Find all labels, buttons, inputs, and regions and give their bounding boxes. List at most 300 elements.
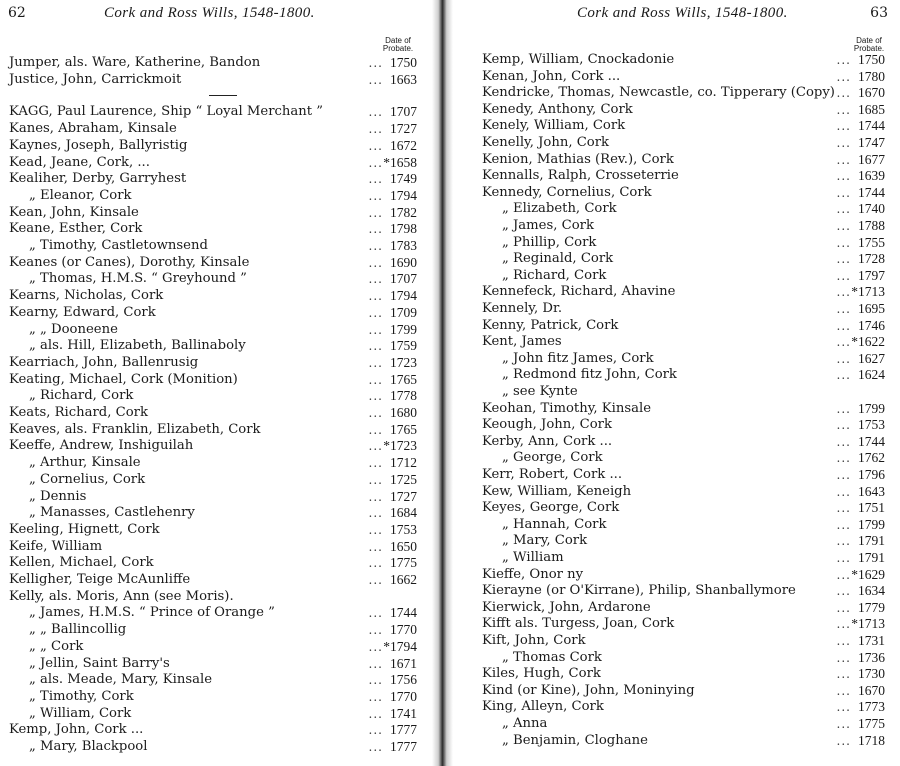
leader-dots: ... [836, 551, 851, 565]
probate-year: 1712 [390, 455, 417, 471]
probate-year: 1778 [390, 388, 417, 404]
entry-name: „ Hannah, Cork [502, 516, 607, 532]
probate-year: 1672 [390, 137, 417, 153]
right-page [453, 0, 900, 766]
entry-name: Kearns, Nicholas, Cork [9, 288, 164, 304]
entry-name: Kearny, Edward, Cork [9, 304, 156, 320]
list-item [482, 616, 885, 632]
list-item [482, 69, 885, 85]
probate-year: 1794 [390, 187, 417, 203]
entry-name: „ James, H.M.S. “ Prince of Orange ” [29, 605, 275, 621]
leader-dots: ... [368, 56, 383, 70]
list-item [482, 567, 885, 583]
leader-dots: ... [368, 489, 383, 504]
list-item [482, 301, 885, 317]
leader-dots: ... [836, 219, 851, 233]
list-item [482, 699, 885, 715]
list-item [9, 722, 417, 738]
entry-name: Kaynes, Joseph, Ballyristig [9, 137, 188, 153]
running-title: Cork and Ross Wills, 1548-1800. [104, 5, 315, 21]
list-item [9, 739, 417, 755]
list-item [482, 135, 885, 151]
list-item [482, 666, 885, 682]
list-item [9, 171, 417, 187]
probate-year: 1770 [390, 622, 417, 638]
column-header-line: Probate. [382, 44, 414, 53]
list-item [482, 484, 885, 500]
entry-name: KAGG, Paul Laurence, Ship “ Loyal Merchant ” [9, 104, 323, 120]
list-item [9, 322, 417, 338]
list-item [9, 455, 417, 471]
leader-dots: ... [368, 623, 383, 638]
leader-dots: ... [836, 667, 851, 682]
leader-dots: ... [368, 689, 383, 704]
list-item [482, 384, 885, 400]
leader-dots: ... [368, 239, 383, 253]
probate-year: 1780 [858, 68, 885, 84]
list-item [482, 583, 885, 599]
entry-name: Kennely, Dr. [482, 301, 563, 316]
entry-name: Keough, John, Cork [482, 417, 612, 433]
entry-name: „ William, Cork [29, 705, 132, 721]
entry-name: Kenedy, Anthony, Cork [482, 101, 633, 117]
list-item [9, 255, 417, 271]
list-item [9, 155, 417, 171]
list-item [9, 188, 417, 204]
probate-year: 1783 [390, 238, 417, 253]
entry-name: Kemp, John, Cork ... [9, 722, 144, 738]
list-item [9, 405, 417, 421]
probate-year: 1759 [390, 338, 417, 354]
probate-year: 1762 [858, 450, 885, 466]
leader-dots: ... [836, 102, 851, 117]
leader-dots: ... [368, 639, 383, 654]
leader-dots: ... [836, 600, 851, 615]
leader-dots: ... [836, 634, 851, 648]
entry-name: Kendricke, Thomas, Newcastle, co. Tipperary (Copy) [482, 85, 835, 101]
probate-year: 1671 [390, 655, 417, 671]
list-item [482, 733, 885, 749]
entry-name: „ William [502, 550, 564, 565]
entry-name: Keats, Richard, Cork [9, 405, 148, 420]
leader-dots: ... [836, 451, 851, 466]
leader-dots: ... [368, 740, 383, 754]
probate-year: 1773 [858, 699, 885, 715]
list-item [9, 672, 417, 688]
leader-dots: ... [368, 339, 383, 354]
list-item [482, 500, 885, 516]
list-item [482, 351, 885, 367]
entry-name: Kelligher, Teige McAunliffe [9, 572, 191, 587]
entry-name: „ Dennis [29, 488, 87, 504]
entry-name: „ Timothy, Castletownsend [29, 238, 208, 253]
list-item [9, 438, 417, 454]
entry-name: Kean, John, Kinsale [9, 204, 139, 220]
entry-name: Kifft als. Turgess, Joan, Cork [482, 616, 675, 632]
probate-year: 1797 [858, 267, 885, 283]
probate-year: 1751 [858, 500, 885, 516]
entry-name: „ Mary, Blackpool [29, 739, 148, 754]
entry-name: Keanes (or Canes), Dorothy, Kinsale [9, 254, 250, 270]
entry-name: „ Richard, Cork [29, 388, 134, 404]
leader-dots: ... [836, 584, 851, 599]
probate-year: 1756 [390, 672, 417, 688]
leader-dots: ... [836, 650, 851, 665]
entry-name: „ Thomas Cork [502, 649, 602, 665]
probate-year: 1695 [858, 301, 885, 316]
list-item [9, 639, 417, 655]
leader-dots: ... [368, 105, 383, 120]
column-header-line: Date of [856, 36, 882, 45]
entry-name: „ Arthur, Kinsale [29, 455, 141, 471]
probate-year: 1791 [858, 550, 885, 565]
probate-year: 1731 [858, 633, 885, 648]
entry-name: „ Manasses, Castlehenry [29, 505, 195, 521]
probate-year: 1736 [858, 649, 885, 665]
probate-year: *1723 [383, 438, 417, 454]
list-item [9, 422, 417, 438]
probate-year: 1765 [390, 421, 417, 437]
list-item [482, 52, 885, 68]
left-page [0, 0, 440, 766]
list-item [482, 235, 885, 251]
leader-dots: ... [368, 355, 383, 370]
list-item [482, 467, 885, 483]
probate-year: 1753 [858, 417, 885, 433]
probate-year: 1753 [390, 521, 417, 537]
probate-year: 1765 [390, 371, 417, 387]
column-header-line: Probate. [853, 44, 885, 53]
list-item [9, 355, 417, 371]
list-item [482, 417, 885, 433]
entry-name: „ „ Dooneene [29, 321, 118, 337]
probate-year: 1728 [858, 251, 885, 267]
date-of-probate-header [378, 37, 418, 53]
probate-year: 1670 [858, 682, 885, 698]
probate-year: 1624 [858, 367, 885, 383]
leader-dots: ... [368, 72, 383, 87]
column-header-line: Date of [385, 36, 411, 45]
leader-dots: ... [368, 456, 383, 471]
probate-year: 1777 [390, 722, 417, 738]
list-item [482, 633, 885, 649]
leader-dots: ... [368, 222, 383, 237]
probate-year: *1713 [851, 284, 885, 300]
entry-name: „ Redmond fitz John, Cork [502, 367, 677, 383]
leader-dots: ... [368, 539, 383, 554]
entry-name: Kind (or Kine), John, Moninying [482, 682, 695, 698]
list-item [482, 118, 885, 134]
leader-dots: ... [836, 368, 851, 383]
entry-name: Kennedy, Cornelius, Cork [482, 184, 652, 200]
leader-dots: ... [368, 289, 383, 304]
leader-dots: ... [368, 472, 383, 487]
list-item [9, 489, 417, 505]
entry-name: „ „ Cork [29, 638, 84, 654]
list-item [482, 434, 885, 450]
entry-name: Kearriach, John, Ballenrusig [9, 354, 199, 370]
entry-name: „ „ Ballincollig [29, 622, 127, 638]
probate-year: 1727 [390, 121, 417, 137]
probate-year: 1677 [858, 151, 885, 167]
probate-year: 1791 [858, 533, 885, 549]
probate-year: 1718 [858, 732, 885, 748]
leader-dots: ... [836, 69, 851, 84]
leader-dots: ... [836, 235, 851, 250]
entry-name: Keeling, Hignett, Cork [9, 521, 160, 537]
probate-year: 1690 [390, 254, 417, 270]
leader-dots: ... [836, 252, 851, 267]
probate-year: 1725 [390, 471, 417, 487]
list-item [9, 539, 417, 555]
probate-year: 1707 [390, 271, 417, 287]
leader-dots: ... [368, 272, 383, 287]
entry-name: Kennalls, Ralph, Crosseterrie [482, 168, 679, 184]
leader-dots: ... [368, 439, 383, 454]
list-item [482, 102, 885, 118]
probate-year: 1799 [858, 516, 885, 532]
left-page-header [0, 3, 440, 25]
probate-year: 1670 [858, 85, 885, 101]
leader-dots: ... [368, 155, 383, 170]
leader-dots: ... [836, 717, 851, 731]
leader-dots: ... [368, 506, 383, 521]
entry-name: „ Eleanor, Cork [29, 187, 132, 203]
probate-year: *1629 [851, 566, 885, 582]
leader-dots: ... [836, 302, 851, 316]
probate-year: 1788 [858, 218, 885, 233]
entry-name: Keaves, als. Franklin, Elizabeth, Cork [9, 421, 261, 437]
entry-name: „ Richard, Cork [502, 267, 607, 283]
list-item [482, 284, 885, 300]
entry-name: Kierayne (or O'Kirrane), Philip, Shanballymore [482, 583, 796, 599]
entry-name: Kennefeck, Richard, Ahavine [482, 284, 676, 300]
entry-name: Keating, Michael, Cork (Monition) [9, 371, 238, 387]
list-item [482, 152, 885, 168]
entry-name: King, Alleyn, Cork [482, 699, 604, 715]
entry-name: Kead, Jeane, Cork, ... [9, 154, 150, 170]
entry-name: „ Timothy, Cork [29, 688, 134, 704]
probate-year: 1744 [858, 118, 885, 134]
leader-dots: ... [836, 484, 851, 499]
list-item [482, 683, 885, 699]
leader-dots: ... [836, 318, 851, 333]
list-item [482, 450, 885, 466]
probate-year: 1709 [390, 304, 417, 320]
leader-dots: ... [836, 152, 851, 167]
list-item [482, 550, 885, 566]
list-item [9, 572, 417, 588]
list-item [9, 205, 417, 221]
leader-dots: ... [836, 202, 851, 217]
leader-dots: ... [836, 136, 851, 150]
entry-name: Jumper, als. Ware, Katherine, Bandon [9, 55, 261, 70]
leader-dots: ... [368, 723, 383, 738]
probate-year: *1622 [851, 334, 885, 350]
list-item [9, 288, 417, 304]
leader-dots: ... [836, 733, 851, 748]
probate-year: 1770 [390, 688, 417, 704]
list-item [9, 104, 417, 120]
entry-name: Kenelly, John, Cork [482, 135, 610, 150]
probate-year: 1684 [390, 505, 417, 521]
entry-name: Keohan, Timothy, Kinsale [482, 400, 652, 416]
entry-name: Kelly, als. Moris, Ann (see Moris). [9, 588, 234, 604]
entry-name: Keife, William [9, 538, 103, 554]
section-divider [209, 95, 237, 96]
list-item [9, 388, 417, 404]
list-item [482, 650, 885, 666]
probate-year: 1799 [390, 321, 417, 337]
list-item [482, 185, 885, 201]
leader-dots: ... [836, 119, 851, 134]
leader-dots: ... [836, 517, 851, 532]
entry-name: Justice, John, Carrickmoit [9, 71, 182, 87]
list-item [9, 589, 417, 605]
list-item [9, 305, 417, 321]
entry-name: Kierwick, John, Ardarone [482, 599, 651, 615]
leader-dots: ... [836, 418, 851, 433]
entry-name: Kanes, Abraham, Kinsale [9, 121, 177, 137]
list-item [482, 168, 885, 184]
probate-year: 1663 [390, 71, 417, 87]
leader-dots: ... [836, 534, 851, 549]
list-item [9, 271, 417, 287]
date-of-probate-header [846, 37, 892, 53]
list-item [482, 251, 885, 267]
leader-dots: ... [368, 656, 383, 671]
probate-year: 1741 [390, 705, 417, 721]
list-item [9, 238, 417, 254]
list-item [9, 605, 417, 621]
page-number: 63 [870, 5, 888, 21]
leader-dots: ... [368, 673, 383, 688]
leader-dots: ... [836, 700, 851, 715]
entry-name: „ Benjamin, Cloghane [502, 732, 648, 748]
leader-dots: ... [368, 138, 383, 153]
entry-name: „ James, Cork [502, 218, 594, 233]
probate-year: 1730 [858, 666, 885, 682]
list-item [482, 533, 885, 549]
probate-year: 1747 [858, 135, 885, 150]
probate-year: *1794 [383, 638, 417, 654]
probate-year: 1775 [858, 716, 885, 731]
probate-year: 1782 [390, 204, 417, 220]
list-item [482, 600, 885, 616]
leader-dots: ... [368, 122, 383, 137]
leader-dots: ... [836, 501, 851, 516]
probate-year: 1775 [390, 555, 417, 571]
entry-name: „ Mary, Cork [502, 533, 588, 549]
entry-name: „ Cornelius, Cork [29, 471, 146, 487]
entry-name: „ see Kynte [502, 384, 578, 399]
leader-dots: ... [836, 434, 851, 449]
entry-name: „ Jellin, Saint Barry's [29, 655, 170, 671]
entry-name: Kieffe, Onor ny [482, 566, 584, 582]
entry-name: Keane, Esther, Cork [9, 221, 143, 237]
list-item [482, 218, 885, 234]
probate-year: 1650 [390, 538, 417, 554]
probate-year: 1740 [858, 201, 885, 217]
entry-name: „ George, Cork [502, 450, 603, 466]
list-item [482, 268, 885, 284]
list-item [9, 121, 417, 137]
probate-year: *1658 [383, 154, 417, 170]
probate-year: 1777 [390, 739, 417, 754]
entry-name: Kenely, William, Cork [482, 118, 626, 134]
list-item [9, 472, 417, 488]
leader-dots: ... [836, 185, 851, 200]
probate-year: 1798 [390, 221, 417, 237]
entry-name: Kent, James [482, 334, 562, 350]
leader-dots: ... [368, 422, 383, 437]
entry-name: Kerr, Robert, Cork ... [482, 467, 623, 482]
list-item [482, 334, 885, 350]
leader-dots: ... [836, 567, 851, 582]
list-item [482, 367, 885, 383]
probate-year: 1643 [858, 483, 885, 499]
leader-dots: ... [368, 573, 383, 587]
leader-dots: ... [836, 335, 851, 350]
list-item [9, 138, 417, 154]
probate-year: 1627 [858, 350, 885, 366]
leader-dots: ... [836, 468, 851, 482]
leader-dots: ... [368, 205, 383, 220]
entry-name: „ Phillip, Cork [502, 234, 597, 250]
entry-name: Kenny, Patrick, Cork [482, 317, 619, 333]
list-item [482, 517, 885, 533]
entry-name: Kenion, Mathias (Rev.), Cork [482, 151, 674, 167]
probate-year: 1639 [858, 168, 885, 184]
list-item [9, 522, 417, 538]
entry-name: „ als. Hill, Elizabeth, Ballinaboly [29, 338, 246, 354]
leader-dots: ... [368, 522, 383, 537]
leader-dots: ... [368, 706, 383, 721]
list-item [9, 689, 417, 705]
leader-dots: ... [836, 351, 851, 366]
probate-year: 1744 [858, 184, 885, 200]
entry-name: Kerby, Ann, Cork ... [482, 433, 613, 449]
leader-dots: ... [368, 556, 383, 571]
leader-dots: ... [836, 401, 851, 416]
entry-name: Kift, John, Cork [482, 633, 586, 648]
entry-name: Keyes, George, Cork [482, 500, 620, 516]
entry-name: Kellen, Michael, Cork [9, 555, 154, 571]
probate-year: 1727 [390, 488, 417, 504]
leader-dots: ... [368, 188, 383, 203]
list-item [482, 401, 885, 417]
leader-dots: ... [368, 305, 383, 320]
entry-name: „ Reginald, Cork [502, 251, 614, 267]
entry-name: „ Elizabeth, Cork [502, 201, 617, 217]
entry-name: „ als. Meade, Mary, Kinsale [29, 672, 213, 688]
leader-dots: ... [836, 169, 851, 184]
entry-name: „ Anna [502, 716, 548, 731]
probate-year: 1794 [390, 288, 417, 304]
leader-dots: ... [836, 268, 851, 283]
entry-name: Kemp, William, Cnockadonie [482, 52, 675, 67]
list-item [9, 505, 417, 521]
probate-year: 1707 [390, 104, 417, 120]
running-title: Cork and Ross Wills, 1548-1800. [577, 5, 788, 21]
list-item [482, 201, 885, 217]
probate-year: 1744 [858, 433, 885, 449]
probate-year: 1796 [858, 467, 885, 482]
probate-year: 1799 [858, 400, 885, 416]
probate-year: 1744 [390, 605, 417, 621]
entry-name: Kenan, John, Cork ... [482, 68, 621, 84]
entry-name: „ John fitz James, Cork [502, 350, 654, 366]
